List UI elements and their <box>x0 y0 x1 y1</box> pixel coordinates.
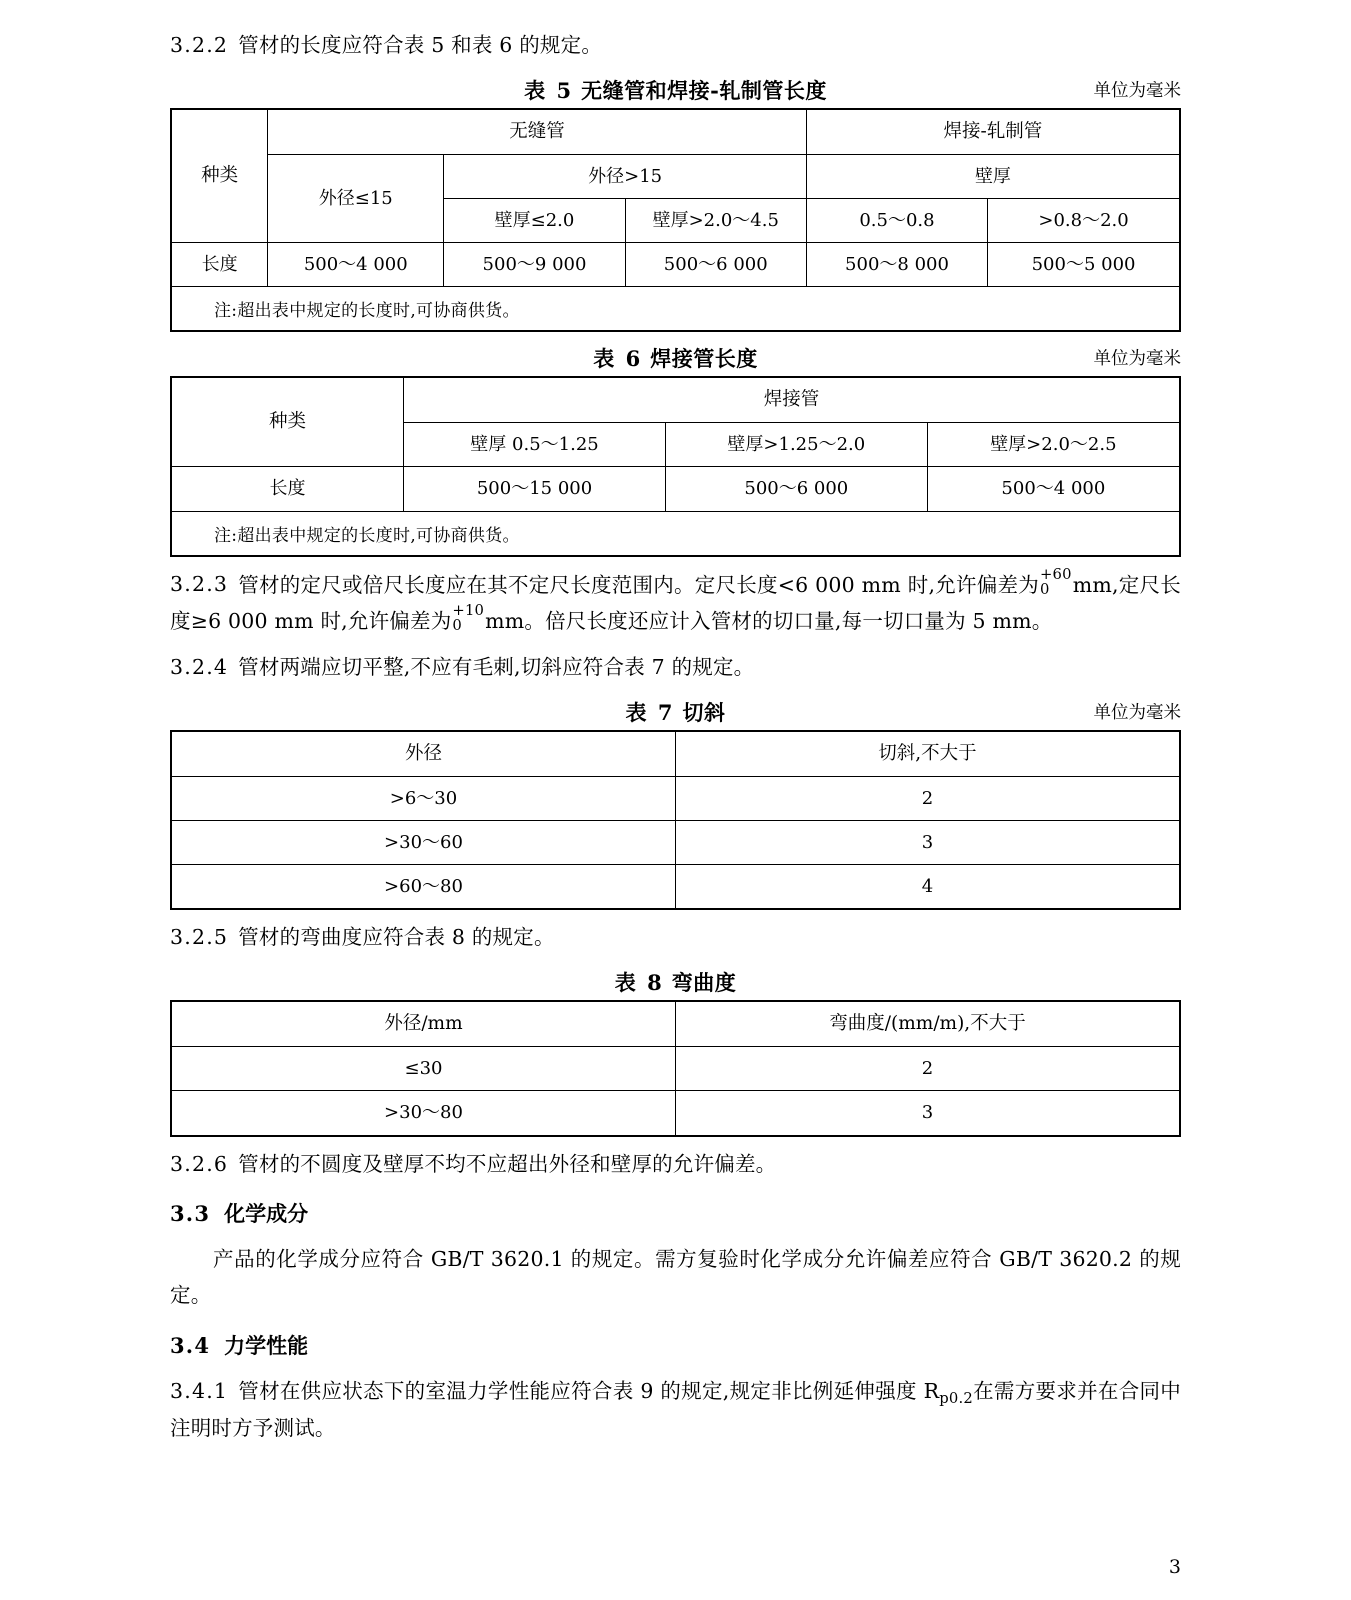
table5-unit: 单位为毫米 <box>1093 80 1181 101</box>
table-row <box>172 110 1179 154</box>
clause-text: 管材的长度应符合表 5 和表 6 的规定。 <box>238 33 603 57</box>
table8-header: 弯曲度/(mm/m),不大于 <box>676 1002 1180 1046</box>
tolerance-10-0: +10 0 <box>452 602 485 635</box>
table8-caption-text <box>170 966 1181 1000</box>
table6-number: 表 6 <box>593 346 643 372</box>
table5-wall-gt08-20: >0.8～2.0 <box>988 198 1179 242</box>
clause-text-part3: mm。倍尺长度还应计入管材的切口量,每一切口量为 5 mm。 <box>485 609 1053 634</box>
table-row <box>172 776 1179 820</box>
table5 <box>170 108 1181 332</box>
table7-caption <box>170 696 1181 730</box>
table7-header: 外径 <box>172 732 676 776</box>
table6-caption-text <box>170 342 1181 376</box>
table6-note: 注:超出表中规定的长度时,可协商供货。 <box>172 511 1179 555</box>
table7-cell: >30～60 <box>172 820 676 864</box>
table5-title: 无缝管和焊接-轧制管长度 <box>581 77 827 103</box>
clause-3-2-2 <box>170 28 1181 64</box>
table5-number: 表 5 <box>524 77 574 103</box>
table6-cell: 500～15 000 <box>404 467 666 511</box>
table-row <box>172 1091 1179 1135</box>
table5-wall-le20: 壁厚≤2.0 <box>444 198 625 242</box>
table6-col-header: 壁厚>2.0～2.5 <box>927 423 1179 467</box>
table5-cell: 500～4 000 <box>268 243 444 287</box>
table6-row-label: 长度 <box>172 467 404 511</box>
clause-number: 3.2.2 <box>170 33 229 57</box>
table5-caption-text <box>170 74 1181 108</box>
clause-text: 管材的弯曲度应符合表 8 的规定。 <box>238 925 555 950</box>
table7-title: 切斜 <box>682 699 726 725</box>
table8-number: 表 8 <box>614 970 664 996</box>
table8-cell: >30～80 <box>172 1091 676 1135</box>
table6-welded-header: 焊接管 <box>404 378 1179 422</box>
clause-text: 管材的不圆度及壁厚不均不应超出外径和壁厚的允许偏差。 <box>238 1151 777 1176</box>
table5-row-label: 长度 <box>172 243 268 287</box>
table7 <box>170 730 1181 910</box>
table-row <box>172 467 1179 511</box>
table6-cell: 500～4 000 <box>927 467 1179 511</box>
clause-text-part1: 管材在供应状态下的室温力学性能应符合表 9 的规定,规定非比例延伸强度 R <box>238 1378 940 1403</box>
clause-3-2-4 <box>170 650 1181 686</box>
table-row <box>172 378 1179 422</box>
table-row <box>172 1002 1179 1046</box>
table6-col-header: 壁厚 0.5～1.25 <box>404 423 666 467</box>
table-row <box>172 820 1179 864</box>
table5-wall-header: 壁厚 <box>806 154 1179 198</box>
table5-od-gt15: 外径>15 <box>444 154 807 198</box>
table7-cell: 3 <box>676 820 1180 864</box>
table8 <box>170 1000 1181 1136</box>
table5-wall-05-08: 0.5～0.8 <box>806 198 987 242</box>
table5-cell: 500～8 000 <box>806 243 987 287</box>
clause-text-part2: mm,定尺长度≥6 000 mm 时,允许偏差为 <box>170 572 1181 634</box>
table6 <box>170 376 1181 556</box>
section-title: 力学性能 <box>224 1332 309 1358</box>
table6-kind-header: 种类 <box>172 378 404 467</box>
clause-number: 3.2.3 <box>170 572 229 597</box>
table8-caption <box>170 966 1181 1000</box>
clause-text: 管材两端应切平整,不应有毛刺,切斜应符合表 7 的规定。 <box>238 655 755 680</box>
section-number: 3.4 <box>170 1332 211 1358</box>
table5-cell: 500～6 000 <box>625 243 806 287</box>
clause-3-2-3 <box>170 567 1181 640</box>
clause-text-part1: 管材的定尺或倍尺长度应在其不定尺长度范围内。定尺长度<6 000 mm 时,允许偏差为 <box>238 572 1039 597</box>
table7-header: 切斜,不大于 <box>676 732 1180 776</box>
section-3-4 <box>170 1328 1181 1364</box>
table5-caption <box>170 74 1181 108</box>
table7-cell: 4 <box>676 865 1180 909</box>
table6-cell: 500～6 000 <box>665 467 927 511</box>
table6-caption <box>170 342 1181 376</box>
table7-cell: >6～30 <box>172 776 676 820</box>
section-number: 3.3 <box>170 1201 211 1227</box>
table5-od-le15: 外径≤15 <box>268 154 444 242</box>
table5-note: 注:超出表中规定的长度时,可协商供货。 <box>172 286 1179 330</box>
clause-3-4-1 <box>170 1374 1181 1448</box>
table-row <box>172 243 1179 287</box>
table7-unit: 单位为毫米 <box>1093 702 1181 723</box>
table-row <box>172 154 1179 198</box>
table-row <box>172 865 1179 909</box>
table6-title: 焊接管长度 <box>650 346 758 372</box>
table8-cell: 2 <box>676 1047 1180 1091</box>
clause-number: 3.4.1 <box>170 1378 229 1403</box>
table7-cell: 2 <box>676 776 1180 820</box>
table5-kind-header: 种类 <box>172 110 268 243</box>
clause-number: 3.2.4 <box>170 655 229 680</box>
table8-header: 外径/mm <box>172 1002 676 1046</box>
table5-wall-gt20-45: 壁厚>2.0～4.5 <box>625 198 806 242</box>
subscript-p02: p0.2 <box>939 1389 973 1407</box>
table-row <box>172 1047 1179 1091</box>
table7-number: 表 7 <box>625 699 675 725</box>
clause-text-part2: 在需方要求并在合同中注明时方予测试。 <box>170 1378 1181 1441</box>
table8-title: 弯曲度 <box>671 970 737 996</box>
clause-3-2-6 <box>170 1147 1181 1183</box>
table6-unit: 单位为毫米 <box>1093 349 1181 370</box>
page-number: 3 <box>1168 1556 1181 1578</box>
table5-welded-rolled-header: 焊接-轧制管 <box>806 110 1179 154</box>
table7-cell: >60～80 <box>172 865 676 909</box>
table8-cell: ≤30 <box>172 1047 676 1091</box>
section-title: 化学成分 <box>224 1201 309 1227</box>
table8-cell: 3 <box>676 1091 1180 1135</box>
section-3-3 <box>170 1196 1181 1232</box>
table5-cell: 500～5 000 <box>988 243 1179 287</box>
table5-cell: 500～9 000 <box>444 243 625 287</box>
table6-col-header: 壁厚>1.25～2.0 <box>665 423 927 467</box>
clause-3-2-5 <box>170 920 1181 956</box>
tolerance-60-0: +60 0 <box>1040 565 1072 598</box>
clause-number: 3.2.5 <box>170 925 229 950</box>
clause-number: 3.2.6 <box>170 1151 229 1176</box>
table5-seamless-header: 无缝管 <box>268 110 807 154</box>
table-row <box>172 732 1179 776</box>
table7-caption-text <box>170 696 1181 730</box>
section-3-3-body: 产品的化学成分应符合 GB/T 3620.1 的规定。需方复验时化学成分允许偏差应符合 GB/T 3620.2 的规定。 <box>170 1247 1181 1307</box>
